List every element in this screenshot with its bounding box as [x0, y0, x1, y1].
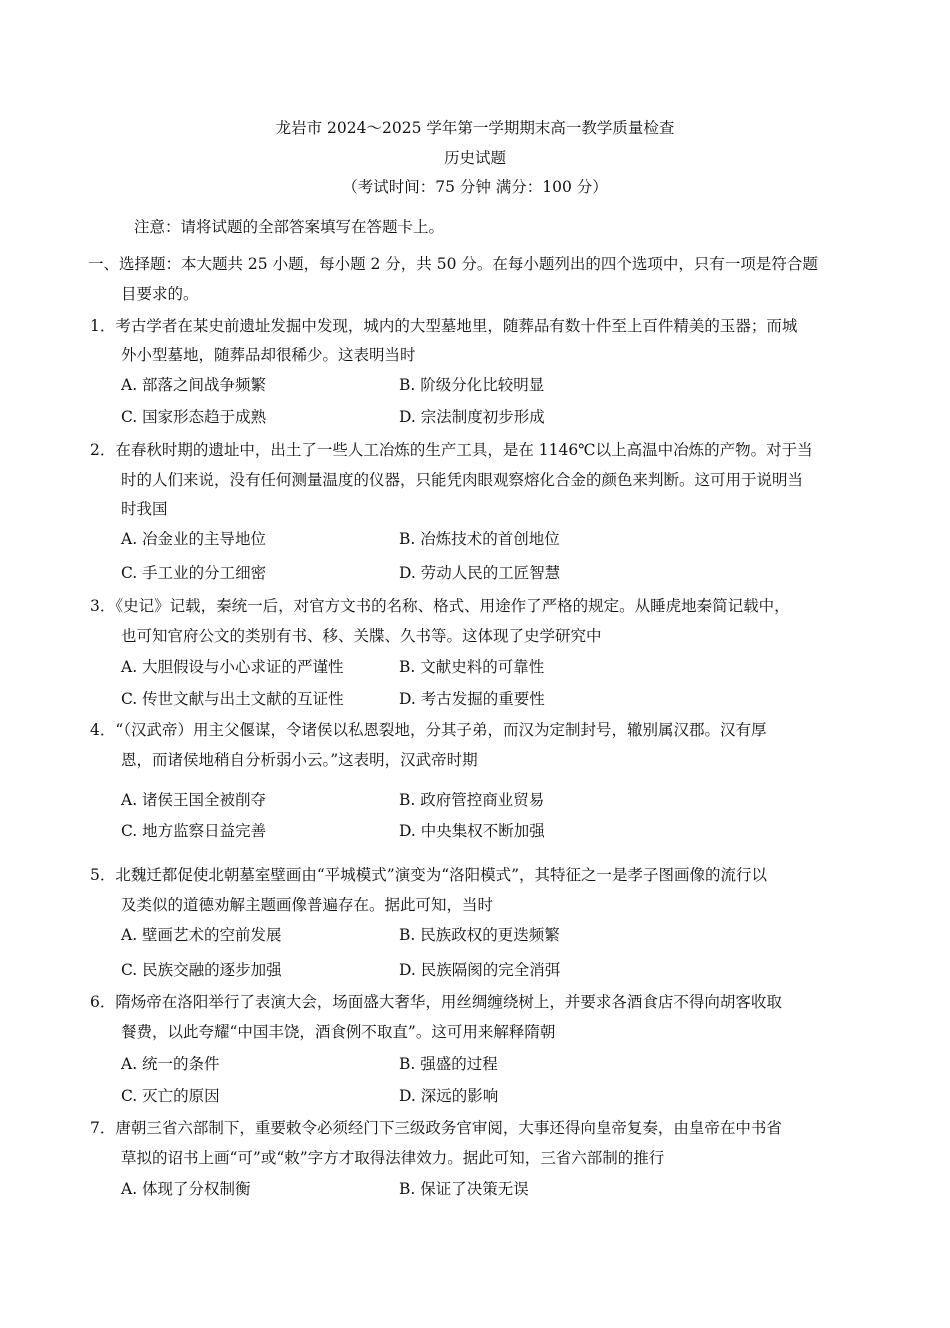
question-stem: 6．隋炀帝在洛阳举行了表演大会，场面盛大奢华，用丝绸缠绕树上，并要求各酒食店不得向胡客收取: [90, 993, 782, 1011]
question-stem: 及类似的道德劝解主题画像普遍存在。据此可知，当时: [121, 896, 494, 914]
question-stem: 4．“（汉武帝）用主父偃谋，令诸侯以私恩裂地，分其子弟，而汉为定制封号，辙别属汉郡。汉有厚: [90, 721, 767, 739]
question-stem: 2．在春秋时期的遗址中，出土了一些人工冶炼的生产工具，是在 1146℃以上高温中冶炼的产物。对于当: [90, 441, 813, 459]
option-b: B. 文献史料的可靠性: [399, 658, 545, 676]
question-stem: 外小型墓地，随葬品却很稀少。这表明当时: [121, 346, 416, 364]
option-c: C. 国家形态趋于成熟: [121, 408, 267, 426]
option-d: D. 宗法制度初步形成: [399, 408, 545, 426]
option-c: C. 手工业的分工细密: [121, 564, 267, 582]
section-heading-line2: 目要求的。: [121, 285, 199, 303]
option-b: B. 保证了决策无误: [399, 1180, 529, 1198]
exam-info: （考试时间：75 分钟 满分：100 分）: [342, 178, 608, 196]
option-a: A. 体现了分权制衡: [121, 1180, 251, 1198]
question-stem: 时我国: [121, 500, 168, 518]
page-title: 龙岩市 2024～2025 学年第一学期期末高一教学质量检查: [275, 119, 675, 137]
section-heading-line1: 一、选择题：本大题共 25 小题，每小题 2 分，共 50 分。在每小题列出的四个选项中，只有一项是符合题: [88, 255, 818, 273]
option-a: A. 诸侯王国全被削夺: [121, 791, 267, 809]
option-b: B. 强盛的过程: [399, 1055, 498, 1073]
option-b: B. 政府管控商业贸易: [399, 791, 545, 809]
option-d: D. 劳动人民的工匠智慧: [399, 564, 561, 582]
question-stem: 3．《史记》记载，秦统一后，对官方文书的名称、格式、用途作了严格的规定。从睡虎地秦简记载中，: [90, 597, 790, 615]
question-stem: 1．考古学者在某史前遗址发掘中发现，城内的大型墓地里，随葬品有数十件至上百件精美的玉器；而城: [90, 317, 798, 335]
option-a: A. 大胆假设与小心求证的严谨性: [121, 658, 344, 676]
option-d: D. 深远的影响: [399, 1087, 499, 1105]
option-d: D. 民族隔阂的完全消弭: [399, 961, 561, 979]
option-a: A. 冶金业的主导地位: [121, 530, 267, 548]
option-c: C. 民族交融的逐步加强: [121, 961, 282, 979]
question-stem: 时的人们来说，没有任何测量温度的仪器，只能凭肉眼观察熔化合金的颜色来判断。这可用于说明当: [121, 471, 804, 489]
notice: 注意：请将试题的全部答案填写在答题卡上。: [134, 218, 445, 236]
subject-title: 历史试题: [443, 149, 506, 167]
option-a: A. 部落之间战争频繁: [121, 376, 267, 394]
option-c: C. 传世文献与出土文献的互证性: [121, 690, 344, 708]
option-a: A. 壁画艺术的空前发展: [121, 926, 282, 944]
option-d: D. 考古发掘的重要性: [399, 690, 545, 708]
option-b: B. 冶炼技术的首创地位: [399, 530, 560, 548]
option-a: A. 统一的条件: [121, 1055, 220, 1073]
question-stem: 餐费，以此夸耀“中国丰饶，酒食例不取直”。这可用来解释隋朝: [121, 1023, 556, 1041]
option-d: D. 中央集权不断加强: [399, 822, 545, 840]
question-stem: 5．北魏迁都促使北朝墓室壁画由“平城模式”演变为“洛阳模式”，其特征之一是孝子图画像的流行以: [90, 866, 768, 884]
question-stem: 7．唐朝三省六部制下，重要敕令必须经门下三级政务官审阅，大事还得向皇帝复奏，由皇帝在中书省: [90, 1119, 782, 1137]
option-b: B. 民族政权的更迭频繁: [399, 926, 560, 944]
question-stem: 草拟的诏书上画“可”或“敕”字方才取得法律效力。据此可知，三省六部制的推行: [121, 1149, 665, 1167]
option-c: C. 灭亡的原因: [121, 1087, 220, 1105]
question-stem: 也可知官府公文的类别有书、移、关牒、久书等。这体现了史学研究中: [121, 627, 602, 645]
question-stem: 恩，而诸侯地稍自分析弱小云。”这表明，汉武帝时期: [121, 751, 478, 769]
option-b: B. 阶级分化比较明显: [399, 376, 545, 394]
option-c: C. 地方监察日益完善: [121, 822, 267, 840]
